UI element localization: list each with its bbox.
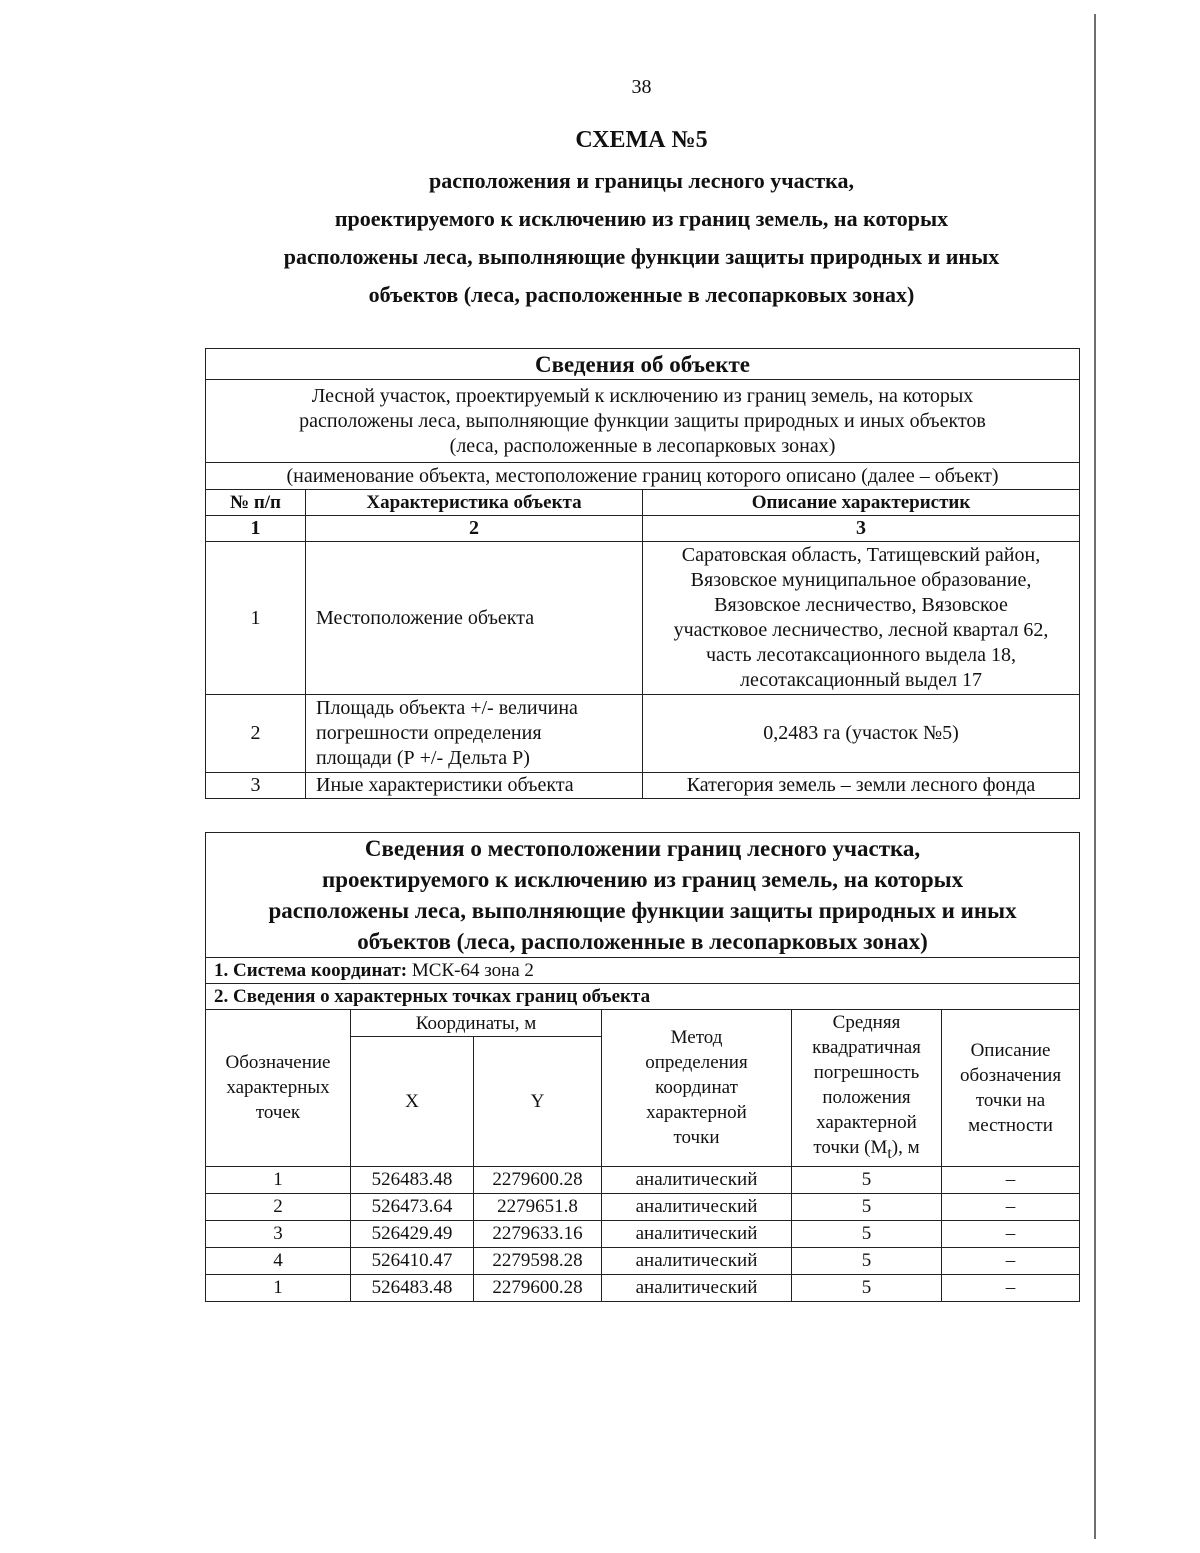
column-header-coordinates: Координаты, м	[351, 1010, 602, 1037]
column-number-row	[206, 516, 1080, 542]
point-number: 3	[206, 1220, 351, 1247]
header-line: точки на	[975, 1089, 1046, 1111]
point-method: аналитический	[602, 1193, 792, 1220]
column-header-error	[792, 1010, 942, 1167]
title-line: объектов (леса, расположенные в лесопарковых зонах)	[368, 282, 915, 307]
point-error: 5	[792, 1193, 942, 1220]
row-number: 1	[206, 542, 306, 695]
column-header-y: Y	[474, 1037, 602, 1167]
point-error: 5	[792, 1220, 942, 1247]
point-y: 2279633.16	[474, 1220, 602, 1247]
table-row	[206, 1166, 1080, 1193]
point-description: –	[942, 1220, 1080, 1247]
header-line: точек	[255, 1102, 301, 1124]
coordinate-system-value: МСК-64 зона 2	[407, 960, 534, 981]
point-description: –	[942, 1166, 1080, 1193]
characteristic-line: погрешности определения	[316, 722, 542, 744]
point-error: 5	[792, 1166, 942, 1193]
header-line: Сведения о местоположении границ лесного участка,	[364, 836, 921, 861]
header-line: местности	[968, 1114, 1053, 1136]
object-description-row	[206, 380, 1080, 463]
header-line	[796, 1135, 937, 1166]
scan-edge-line	[1094, 14, 1096, 1539]
coordinate-system	[206, 958, 1080, 984]
object-caption-row	[206, 463, 1080, 490]
header-line: проектируемого к исключению из границ земель, на которых	[321, 867, 964, 892]
header-line: квадратичная	[812, 1037, 921, 1058]
description-line: участковое лесничество, лесной квартал 62,	[673, 619, 1049, 641]
description-line: Саратовская область, Татищевский район,	[681, 544, 1041, 566]
point-number: 1	[206, 1274, 351, 1301]
document-title	[205, 122, 1078, 314]
row-description	[643, 695, 1080, 773]
header-line: определения	[645, 1052, 748, 1074]
coordinate-system-label: 1. Система координат:	[214, 960, 408, 981]
description-line: часть лесотаксационного выдела 18,	[705, 644, 1017, 666]
point-error: 5	[792, 1247, 942, 1274]
column-header-row	[206, 490, 1080, 516]
characteristic-line: Местоположение объекта	[316, 606, 535, 629]
point-error: 5	[792, 1274, 942, 1301]
point-y: 2279600.28	[474, 1166, 602, 1193]
column-number: 1	[206, 516, 306, 542]
column-number: 3	[643, 516, 1080, 542]
page-number: 38	[631, 76, 652, 98]
table-row	[206, 695, 1080, 773]
header-line: Описание	[970, 1039, 1051, 1061]
row-characteristic	[306, 542, 643, 695]
table-header-row	[206, 349, 1080, 380]
points-section-row	[206, 984, 1080, 1010]
table-row	[206, 1220, 1080, 1247]
header-line: объектов (леса, расположенные в лесопарковых зонах)	[357, 929, 928, 954]
header-line: характерных	[226, 1077, 330, 1099]
row-number: 3	[206, 773, 306, 799]
point-x: 526483.48	[351, 1166, 474, 1193]
header-line: Метод	[670, 1027, 723, 1049]
column-header-row	[206, 1010, 1080, 1037]
characteristic-line: Иные характеристики объекта	[316, 774, 574, 796]
row-description	[643, 773, 1080, 799]
table-row	[206, 1274, 1080, 1301]
column-header-method	[602, 1010, 792, 1167]
point-x: 526429.49	[351, 1220, 474, 1247]
object-info-table	[205, 348, 1080, 799]
table-header-row	[206, 833, 1080, 958]
point-method: аналитический	[602, 1274, 792, 1301]
description-line: Категория земель – земли лесного фонда	[686, 774, 1036, 796]
coords-table-header	[206, 833, 1080, 958]
title-line: расположены леса, выполняющие функции защиты природных и иных	[283, 244, 1000, 269]
title-line: расположения и границы лесного участка,	[428, 168, 855, 193]
point-method: аналитический	[602, 1166, 792, 1193]
title-line: проектируемого к исключению из границ земель, на которых	[334, 206, 949, 231]
point-number: 1	[206, 1166, 351, 1193]
point-number: 4	[206, 1247, 351, 1274]
row-number: 2	[206, 695, 306, 773]
header-line: Обозначение	[225, 1052, 331, 1074]
characteristic-line: площади (Р +/- Дельта Р)	[316, 747, 530, 769]
header-line: координат	[655, 1077, 738, 1099]
point-y: 2279600.28	[474, 1274, 602, 1301]
row-characteristic	[306, 695, 643, 773]
header-line: характерной	[646, 1102, 747, 1124]
point-method: аналитический	[602, 1247, 792, 1274]
column-header-point-description	[942, 1010, 1080, 1167]
error-subscript: t	[887, 1144, 892, 1162]
title-main: СХЕМА №5	[575, 127, 708, 153]
point-x: 526483.48	[351, 1274, 474, 1301]
header-line: положения	[822, 1087, 911, 1108]
point-description: –	[942, 1274, 1080, 1301]
header-line: Средняя	[832, 1012, 901, 1033]
description-line: (леса, расположенные в лесопарковых зонах)	[449, 434, 836, 457]
points-section-label: 2. Сведения о характерных точках границ объекта	[206, 984, 1080, 1010]
header-line: расположены леса, выполняющие функции защиты природных и иных	[268, 898, 1017, 923]
description-line: Вязовское муниципальное образование,	[690, 569, 1032, 591]
boundary-coordinates-table	[205, 832, 1080, 1302]
column-number: 2	[306, 516, 643, 542]
object-table-header: Сведения об объекте	[206, 349, 1080, 380]
description-line: 0,2483 га (участок №5)	[763, 722, 959, 744]
object-caption: (наименование объекта, местоположение границ которого описано (далее – объект)	[206, 463, 1080, 490]
row-description	[643, 542, 1080, 695]
header-line: точки	[673, 1127, 720, 1149]
coordinate-system-row	[206, 958, 1080, 984]
characteristic-line: Площадь объекта +/- величина	[316, 697, 578, 719]
table-row	[206, 1193, 1080, 1220]
table-row	[206, 1247, 1080, 1274]
column-header-num: № п/п	[206, 490, 306, 516]
point-y: 2279598.28	[474, 1247, 602, 1274]
point-method: аналитический	[602, 1220, 792, 1247]
description-line: расположены леса, выполняющие функции защиты природных и иных объектов	[299, 409, 986, 432]
point-x: 526410.47	[351, 1247, 474, 1274]
column-header-x: X	[351, 1037, 474, 1167]
header-line: обозначения	[959, 1064, 1062, 1086]
point-number: 2	[206, 1193, 351, 1220]
error-prefix: точки (M	[813, 1137, 888, 1158]
description-line: лесотаксационный выдел 17	[740, 669, 982, 691]
point-x: 526473.64	[351, 1193, 474, 1220]
point-y: 2279651.8	[474, 1193, 602, 1220]
table-row	[206, 542, 1080, 695]
column-header-designation	[206, 1010, 351, 1167]
header-line: характерной	[816, 1112, 917, 1133]
description-line: Лесной участок, проектируемый к исключению из границ земель, на которых	[311, 384, 974, 407]
row-characteristic	[306, 773, 643, 799]
object-description	[206, 380, 1080, 463]
point-description: –	[942, 1193, 1080, 1220]
error-suffix: ), м	[891, 1137, 920, 1158]
description-line: Вязовское лесничество, Вязовское	[714, 594, 1008, 616]
header-line: погрешность	[813, 1062, 920, 1083]
table-row	[206, 773, 1080, 799]
column-header-description: Описание характеристик	[643, 490, 1080, 516]
point-description: –	[942, 1247, 1080, 1274]
column-header-characteristic: Характеристика объекта	[306, 490, 643, 516]
